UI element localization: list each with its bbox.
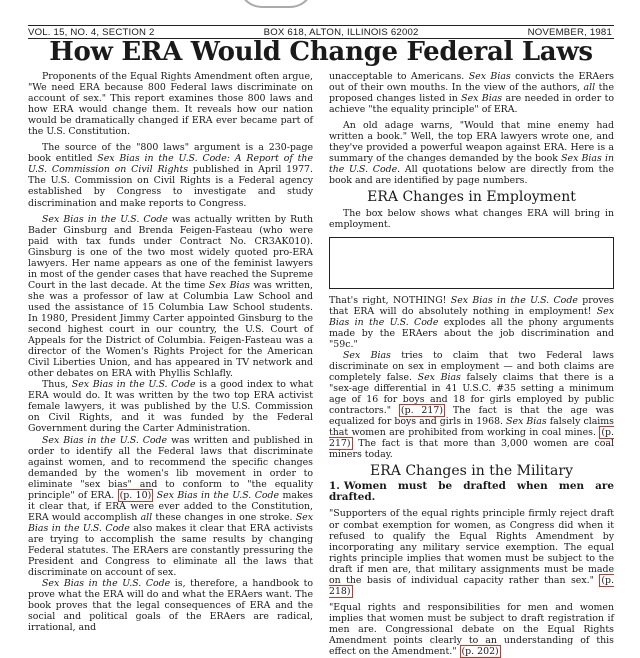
paragraph: Sex Bias in the U.S. Code is, therefore, a handbook to prove what the ERA will do and what the ERAers want. The book proves that the legal consequences of ERA and the social and political goals of the ERAers are radical, irrational, and [28,578,313,634]
paragraph: unacceptable to Americans. Sex Bias convicts the ERAers out of their own mouths. In the view of the authors, all the proposed changes listed in Sex Bias are needed in order to achieve "the equality principle" of ERA. [329,71,614,116]
logo-fragment [238,0,314,8]
list-item-heading: 1. Women must be drafted when men are drafted. [329,480,614,504]
section-heading-military: ERA Changes in the Military [370,463,573,480]
right-column [329,71,614,657]
page-reference: (p. 217) [400,405,443,417]
page-reference: (p. 217) [329,427,614,450]
paragraph: The source of the "800 laws" argument is a 230-page book entitled Sex Bias in the U.S. Code: A Report of the U.S. Commission on Civil Rights published in April 1977. The U.S. Commission on Civil Rights is a Federal agency established by Congress to investigate and study discrimination and make reports to Congress. [28,142,313,209]
masthead-date: NOVEMBER, 1981 [527,27,612,38]
page-reference: (p. 218) [329,574,614,597]
quotation: "Supporters of the equal rights principle firmly reject draft or combat exemption for women, as Congress did when it refused to qualify the Equal Rights Amendment by incorporating any military service exemption. The equal rights principle implies that women must be subject to the draft if men are, that military assignments must be made on the basis of individual capacity rather than sex." (p. 218) [329,508,614,597]
section-heading-employment: ERA Changes in Employment [367,189,576,206]
paragraph: Thus, Sex Bias in the U.S. Code is a good index to what ERA would do. It was written by the two top ERA activist female lawyers, it was published by the U.S. Commission on Civil Rights, and it was funded by the Federal Government during the Carter Administration. [28,379,313,435]
paragraph: Sex Bias in the U.S. Code was actually written by Ruth Bader Ginsburg and Brenda Feigen-Fasteau (who were paid with tax funds under Contract No. CR3AK010). Ginsburg is one of the two most widely quoted pro-ERA lawyers. Her name appears as one of the feminist lawyers in most of the gender cases that have reached the Supreme Court in the last decade. At the time Sex Bias was written, she was a professor of law at Columbia Law School and used the assistance of 15 Columbia Law School students. In 1980, President Jimmy Carter appointed Ginsburg to the second highest court in our country, the U.S. Court of Appeals for the District of Columbia. Feigen-Fasteau was a director of the Women's Rights Project for the American Civil Liberties Union, and has appeared in TV network and other debates on ERA with Phyllis Schlafly. [28,213,313,380]
page-reference: (p. 202) [461,646,499,658]
paragraph: The box below shows what changes ERA will bring in employment. [329,207,614,230]
quotation: "Equal rights and responsibilities for men and women implies that women must be subject to draft registration if men are. Congressional debate on the Equal Rights Amendment points clearly to an understanding of this effect on the Amendment." (p. 202) [329,601,614,658]
masthead-volume: VOL. 15, NO. 4, SECTION 2 [28,27,155,38]
masthead-address: BOX 618, ALTON, ILLINOIS 62002 [263,27,419,38]
paragraph: Sex Bias in the U.S. Code was written and published in order to identify all the Federal laws that discriminate against women, and to recommend the specific changes demanded by the women's lib movement in order to eliminate "sex bias" and to conform to "the equality principle" of ERA. (p. 10) Sex Bias in the U.S. Code makes it clear that, if ERA were ever added to the Constitution, ERA would accomplish all these changes in one stroke. Sex Bias in the U.S. Code also makes it clear that ERA activists are trying to accomplish the same results by changing Federal statutes. The ERAers are constantly pressuring the President and Congress to eliminate all the laws that discriminate on account of sex. [28,434,313,579]
empty-employment-box [329,237,614,289]
page-title: How ERA Would Change Federal Laws [49,37,593,67]
masthead-top-rule [28,25,614,26]
paragraph: That's right, NOTHING! Sex Bias in the U.S. Code proves that ERA will do absolutely nothing in employment! Sex Bias in the U.S. Code explodes all the phony arguments made by the ERAers about the job discrimination and "59c." [329,294,614,350]
left-column [28,71,313,633]
paragraph: Sex Bias tries to claim that two Federal laws discriminate on sex in employment — and both claims are completely false. Sex Bias falsely claims that there is a "sex-age differential in 41 U.S.C. #35 setting a minimum age of 16 for boys and 18 for girls employed by public contractors." (p. 217) The fact is that the age was equalized for boys and girls in 1968. Sex Bias falsely claims that women are prohibited from working in coal mines. (p. 217) The fact is that more than 3,000 women are coal miners today. [329,349,614,461]
paragraph: An old adage warns, "Would that mine enemy had written a book." Well, the top ERA lawyers wrote one, and they've provided a powerful weapon against ERA. Here is a summary of the changes demanded by the book Sex Bias in the U.S. Code. All quotations below are directly from the book and are identified by page numbers. [329,120,614,187]
paragraph: Proponents of the Equal Rights Amendment often argue, "We need ERA because 800 Federal laws discriminate on account of sex." This report examines those 800 laws and how ERA would change them. It reveals how our nation would be dramatically changed if ERA ever became part of the U.S. Constitution. [28,71,313,138]
page-reference: (p. 10) [119,489,152,501]
